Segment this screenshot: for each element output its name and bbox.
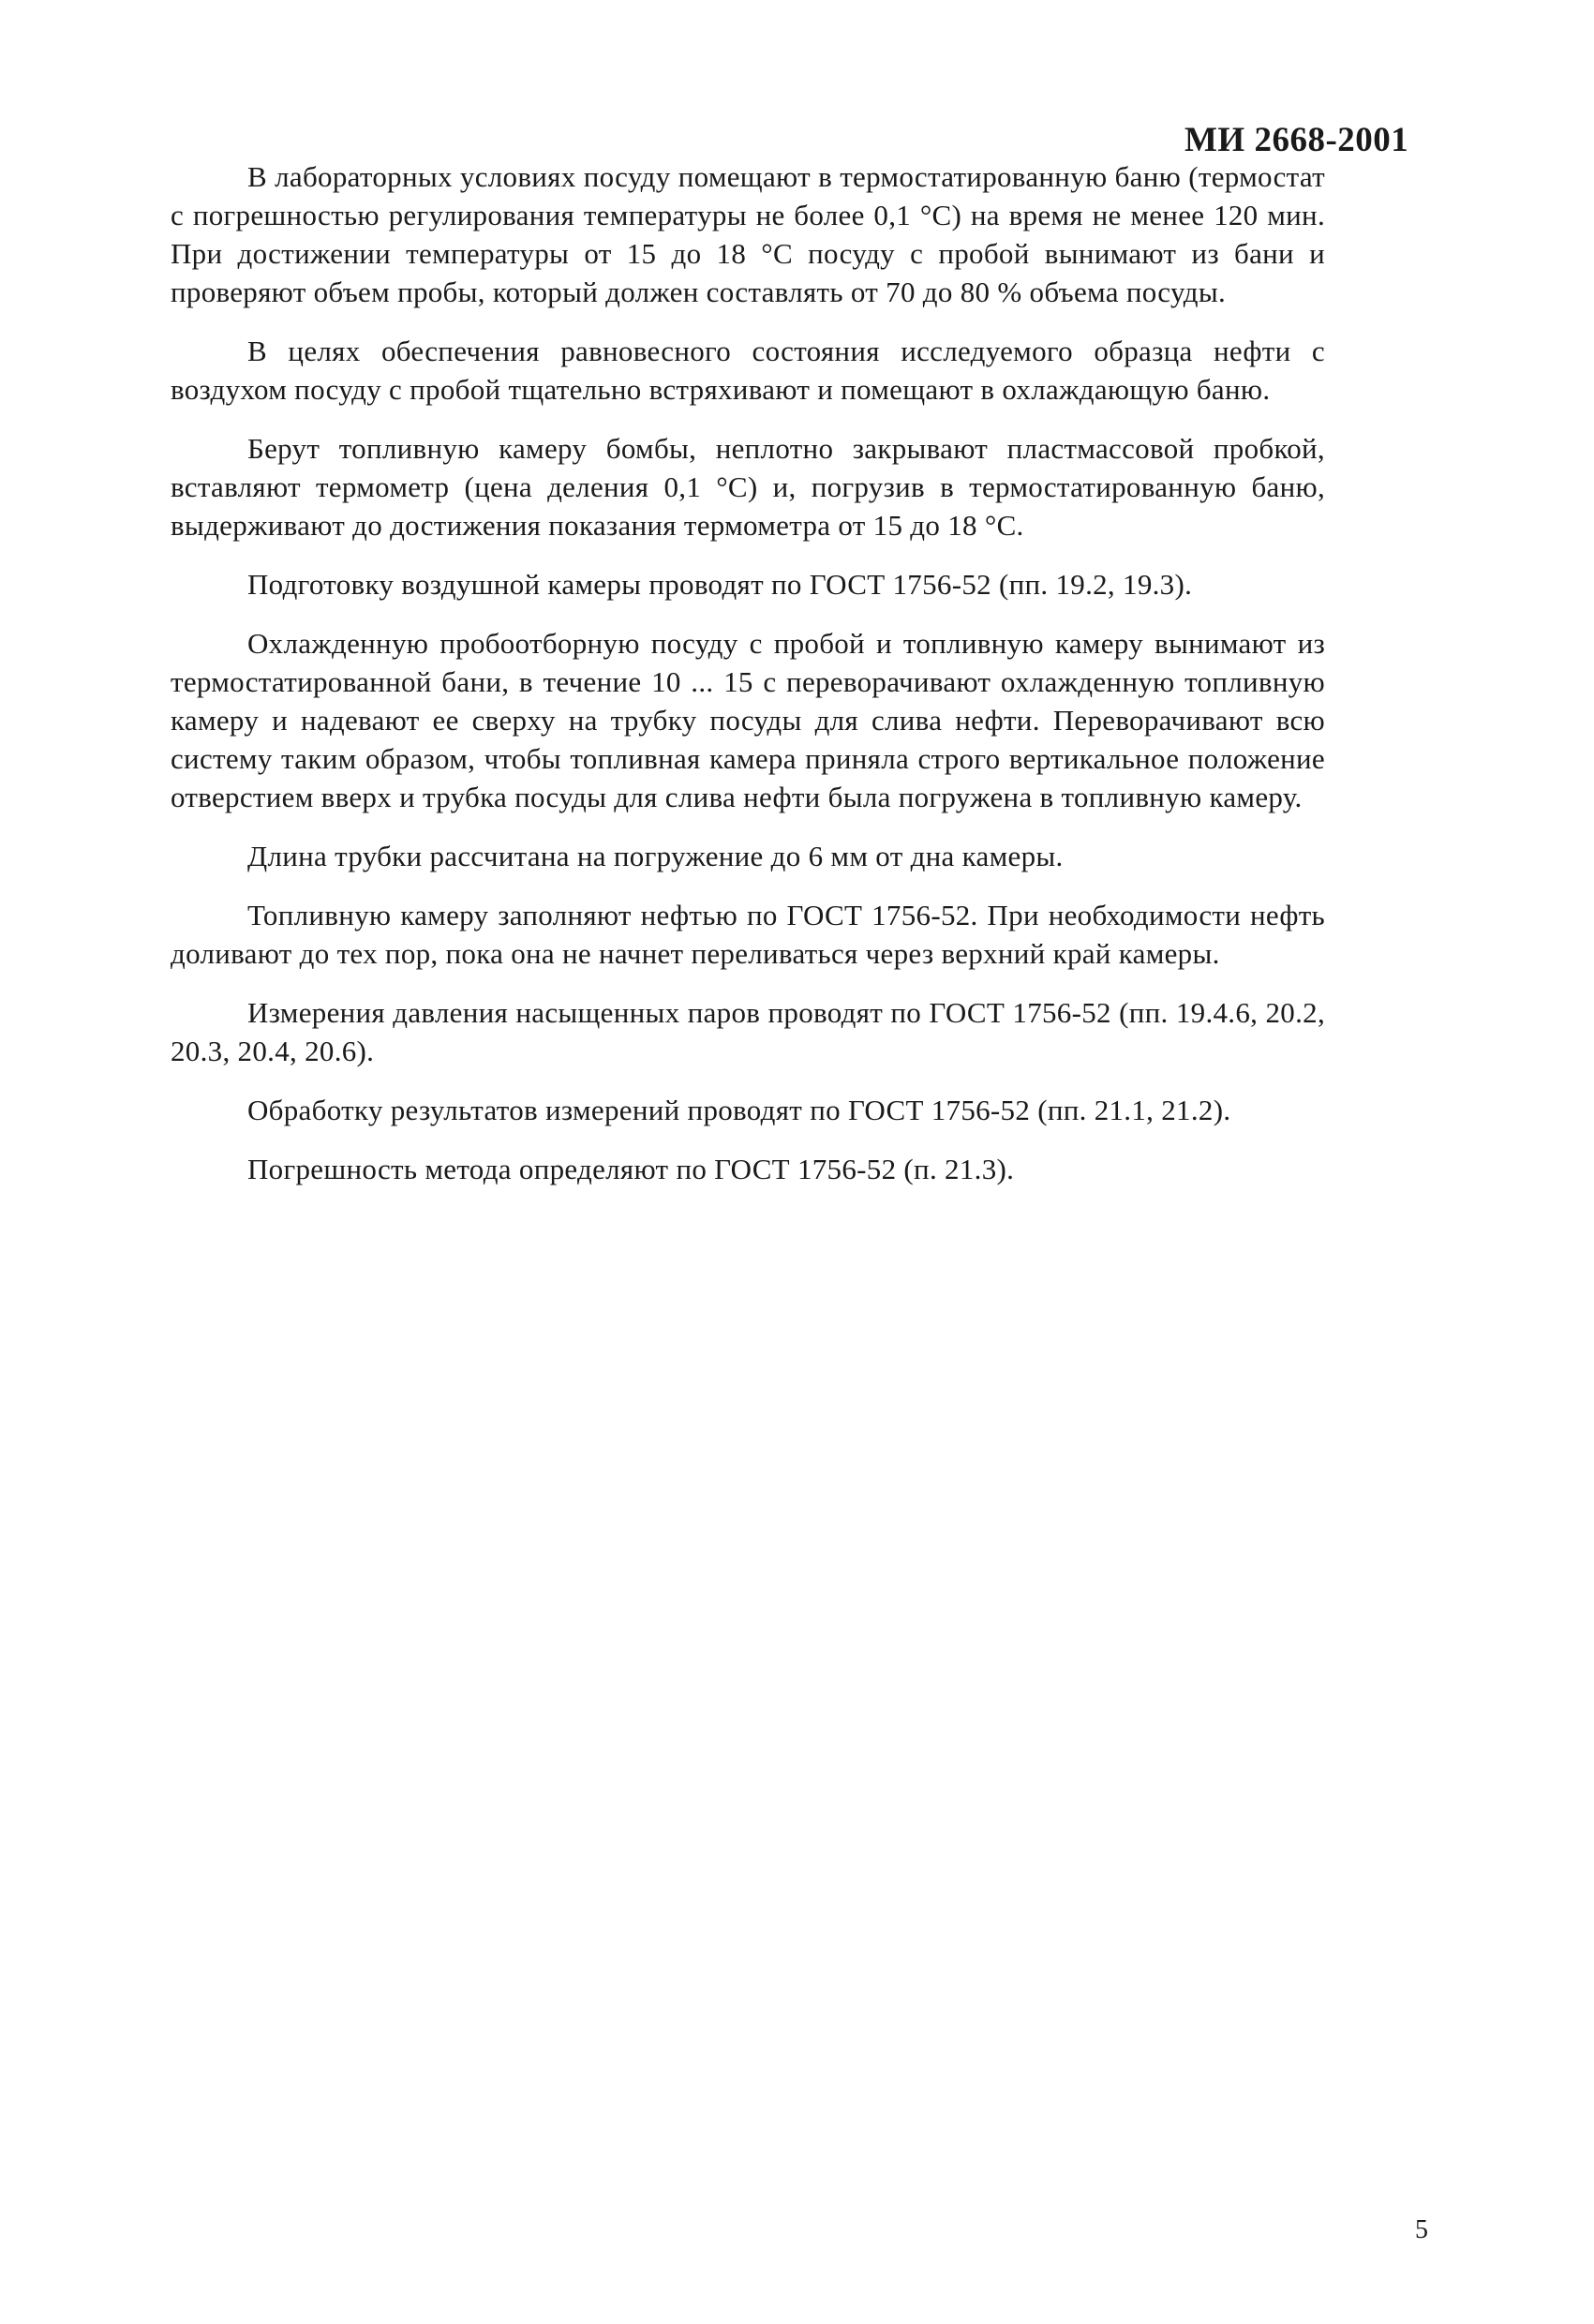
paragraph-equilibrium: В целях обеспечения равновесного состояния исследуемого образца нефти с воздухом посуду с пробой тщательно встряхивают и помещают в охлаждающую баню. (171, 335, 1325, 406)
document-code: МИ 2668-2001 (1184, 121, 1409, 159)
paragraph-fuel-chamber: Берут топливную камеру бомбы, неплотно закрывают пластмассовой пробкой, вставляют термометр (цена деления 0,1 °С) и, погрузив в термостатированную баню, выдерживают до достижения показания термометра от 15 до 18 °С. (171, 432, 1325, 542)
paragraph-thermostat-bath: В лабораторных условиях посуду помещают в термостатированную баню (термостат с погрешностью регулирования температуры не более 0,1 °С) на время не менее 120 мин. При достижении температуры от 15 до 18 °С посуду с пробой вынимают из бани и проверяют объем пробы, который должен составлять от 70 до 80 % объема посуды. (171, 160, 1325, 308)
paragraph-method-error: Погрешность метода определяют по ГОСТ 1756-52 (п. 21.3). (247, 1153, 1015, 1185)
page-number: 5 (1415, 2215, 1428, 2244)
paragraph-air-chamber: Подготовку воздушной камеры проводят по ГОСТ 1756-52 (пп. 19.2, 19.3). (247, 568, 1193, 601)
paragraph-fill-chamber: Топливную камеру заполняют нефтью по ГОСТ 1756-52. При необходимости нефть доливают до тех пор, пока она не начнет переливаться через верхний край камеры. (171, 899, 1325, 970)
paragraph-flip-system: Охлажденную пробоотборную посуду с пробой и топливную камеру вынимают из термостатированной бани, в течение 10 ... 15 с переворачивают охлажденную топливную камеру и надевают ее сверху на трубку посуды для слива нефти. Переворачивают всю систему таким образом, чтобы топливная камера приняла строго вертикальное положение отверстием вверх и трубка посуды для слива нефти была погружена в топливную камеру. (171, 627, 1325, 813)
paragraph-results-processing: Обработку результатов измерений проводят по ГОСТ 1756-52 (пп. 21.1, 21.2). (247, 1094, 1231, 1126)
body-text (171, 157, 1325, 1209)
paragraph-vapor-pressure: Измерения давления насыщенных паров проводят по ГОСТ 1756-52 (пп. 19.4.6, 20.2, 20.3, 20.4, 20.6). (171, 996, 1325, 1067)
paragraph-tube-length: Длина трубки рассчитана на погружение до 6 мм от дна камеры. (247, 840, 1064, 872)
